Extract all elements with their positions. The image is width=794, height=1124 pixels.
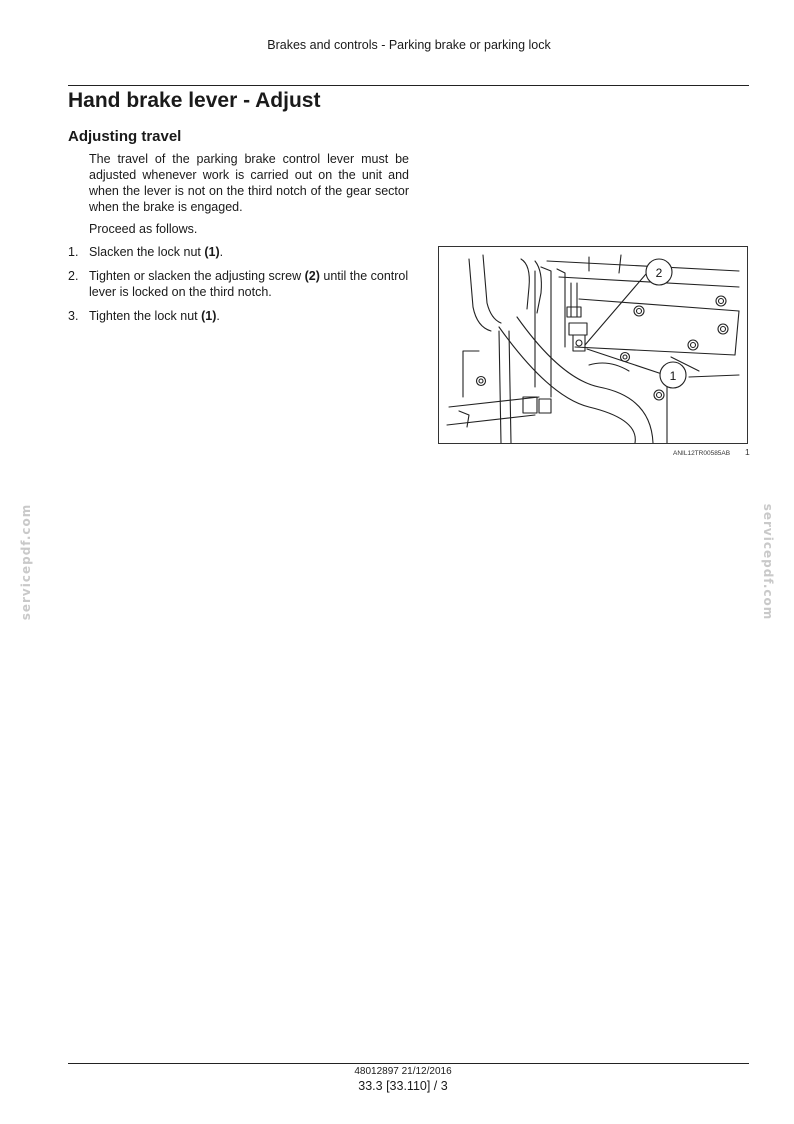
step-item	[68, 308, 410, 324]
step-item	[68, 244, 410, 260]
header-rule	[68, 85, 749, 86]
callout-label: 2	[655, 266, 663, 280]
page-title: Hand brake lever - Adjust	[68, 89, 321, 112]
document-id: 48012897 21/12/2016	[354, 1066, 452, 1077]
step-number: 2.	[68, 269, 79, 283]
section-title: Adjusting travel	[68, 128, 182, 145]
proceed-paragraph: Proceed as follows.	[89, 222, 198, 236]
watermark-left: servicepdf.com	[19, 503, 33, 621]
step-number: 3.	[68, 309, 79, 323]
part-reference: (1)	[204, 245, 220, 259]
procedure-steps	[68, 244, 410, 332]
technical-illustration	[439, 247, 747, 443]
step-number: 1.	[68, 245, 79, 259]
footer-rule	[68, 1063, 749, 1064]
page-number: 33.3 [33.110] / 3	[358, 1079, 448, 1093]
step-text: Tighten the lock nut (1).	[89, 309, 220, 323]
callout-label: 1	[669, 369, 677, 383]
step-item	[68, 268, 410, 300]
intro-paragraph: The travel of the parking brake control lever must be adjusted whenever work is carried out on the unit and when the lever is not on the third notch of the gear sector when the brake is engaged.	[89, 152, 409, 214]
figure-number: 1	[745, 447, 750, 457]
running-header: Brakes and controls - Parking brake or parking lock	[267, 38, 551, 52]
part-reference: (2)	[304, 269, 320, 283]
step-text: Slacken the lock nut (1).	[89, 245, 224, 259]
figure-reference-code: ANIL12TR00585AB	[673, 450, 731, 457]
figure-parking-brake-adjustment	[438, 246, 748, 444]
part-reference: (1)	[201, 309, 217, 323]
step-text: Tighten or slacken the adjusting screw (2) until the control lever is locked on the third notch.	[89, 269, 409, 299]
watermark-right: servicepdf.com	[761, 503, 775, 621]
